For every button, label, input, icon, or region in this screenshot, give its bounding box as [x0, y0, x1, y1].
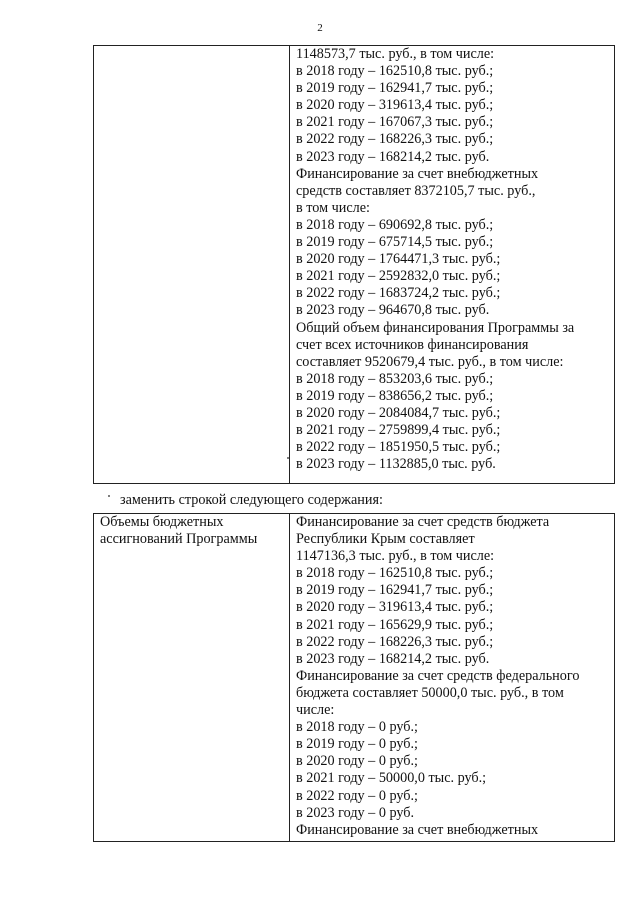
cell-line: в 2018 году – 690692,8 тыс. руб.;	[296, 216, 494, 233]
cell-line: в 2019 году – 838656,2 тыс. руб.;	[296, 387, 494, 404]
cell-line: в 2022 году – 168226,3 тыс. руб.;	[296, 131, 494, 148]
cell-line: составляет 9520679,4 тыс. руб., в том числе:	[296, 353, 564, 370]
cell-line: в 2019 году – 162941,7 тыс. руб.;	[296, 582, 494, 599]
cell-line: в 2018 году – 853203,6 тыс. руб.;	[296, 370, 494, 387]
cell-line: в 2020 году – 319613,4 тыс. руб.;	[296, 97, 494, 114]
cell-line: в 2021 году – 50000,0 тыс. руб.;	[296, 770, 487, 787]
replace-instruction: заменить строкой следующего содержания:	[120, 492, 383, 508]
cell-line: средств составляет 8372105,7 тыс. руб.,	[296, 182, 536, 199]
cell-line: Финансирование за счет внебюджетных	[296, 821, 539, 838]
cell-line: Республики Крым составляет	[296, 531, 475, 548]
right-cell	[290, 514, 615, 842]
cell-line: числе:	[296, 702, 335, 719]
cell-line: бюджета составляет 50000,0 тыс. руб., в том	[296, 684, 564, 701]
cell-line: в 2021 году – 2592832,0 тыс. руб.;	[296, 268, 501, 285]
cell-line: в 2018 году – 162510,8 тыс. руб.;	[296, 565, 494, 582]
page-number: 2	[317, 22, 323, 34]
cell-line: в 2018 году – 0 руб.;	[296, 719, 418, 736]
left-cell	[94, 514, 290, 842]
table-row	[94, 514, 615, 842]
cell-line: в 2023 году – 1132885,0 тыс. руб.	[296, 456, 496, 473]
cell-line: Финансирование за счет внебюджетных	[296, 165, 539, 182]
cell-line: в 2020 году – 0 руб.;	[296, 753, 418, 770]
cell-line: в 2023 году – 964670,8 тыс. руб.	[296, 302, 490, 319]
scan-speck	[287, 457, 289, 459]
cell-line: в 2020 году – 1764471,3 тыс. руб.;	[296, 251, 501, 268]
right-cell	[290, 46, 615, 484]
cell-line: в 2022 году – 1683724,2 тыс. руб.;	[296, 285, 501, 302]
budget-table-new	[93, 513, 615, 842]
cell-line: в 2020 году – 2084084,7 тыс. руб.;	[296, 404, 501, 421]
cell-line: в 2019 году – 162941,7 тыс. руб.;	[296, 80, 494, 97]
cell-line: Финансирование за счет средств федерального	[296, 667, 580, 684]
cell-line: в 2021 году – 165629,9 тыс. руб.;	[296, 616, 494, 633]
cell-line: в 2023 году – 168214,2 тыс. руб.	[296, 148, 490, 165]
cell-line: Финансирование за счет средств бюджета	[296, 514, 550, 530]
cell-line: в 2019 году – 675714,5 тыс. руб.;	[296, 234, 494, 251]
budget-table-old	[93, 45, 615, 484]
scan-speck	[108, 495, 110, 497]
cell-line: в 2020 году – 319613,4 тыс. руб.;	[296, 599, 494, 616]
left-cell	[94, 46, 290, 484]
cell-line: в 2019 году – 0 руб.;	[296, 736, 418, 753]
cell-line: в 2021 году – 2759899,4 тыс. руб.;	[296, 422, 501, 439]
cell-line: в 2018 году – 162510,8 тыс. руб.;	[296, 63, 494, 80]
cell-line: в 2022 году – 168226,3 тыс. руб.;	[296, 633, 494, 650]
cell-line: в том числе:	[296, 199, 370, 216]
cell-line: в 2021 году – 167067,3 тыс. руб.;	[296, 114, 494, 131]
cell-line: 1148573,7 тыс. руб., в том числе:	[296, 46, 495, 62]
cell-line: 1147136,3 тыс. руб., в том числе:	[296, 548, 495, 565]
cell-line: в 2022 году – 0 руб.;	[296, 787, 418, 804]
cell-line: ассигнований Программы	[100, 531, 258, 548]
cell-line: счет всех источников финансирования	[296, 336, 529, 353]
table-row	[94, 46, 615, 484]
cell-line: Общий объем финансирования Программы за	[296, 319, 575, 336]
cell-line: в 2022 году – 1851950,5 тыс. руб.;	[296, 439, 501, 456]
cell-line: в 2023 году – 0 руб.	[296, 804, 415, 821]
cell-line: в 2023 году – 168214,2 тыс. руб.	[296, 650, 490, 667]
cell-line: Объемы бюджетных	[100, 514, 224, 530]
